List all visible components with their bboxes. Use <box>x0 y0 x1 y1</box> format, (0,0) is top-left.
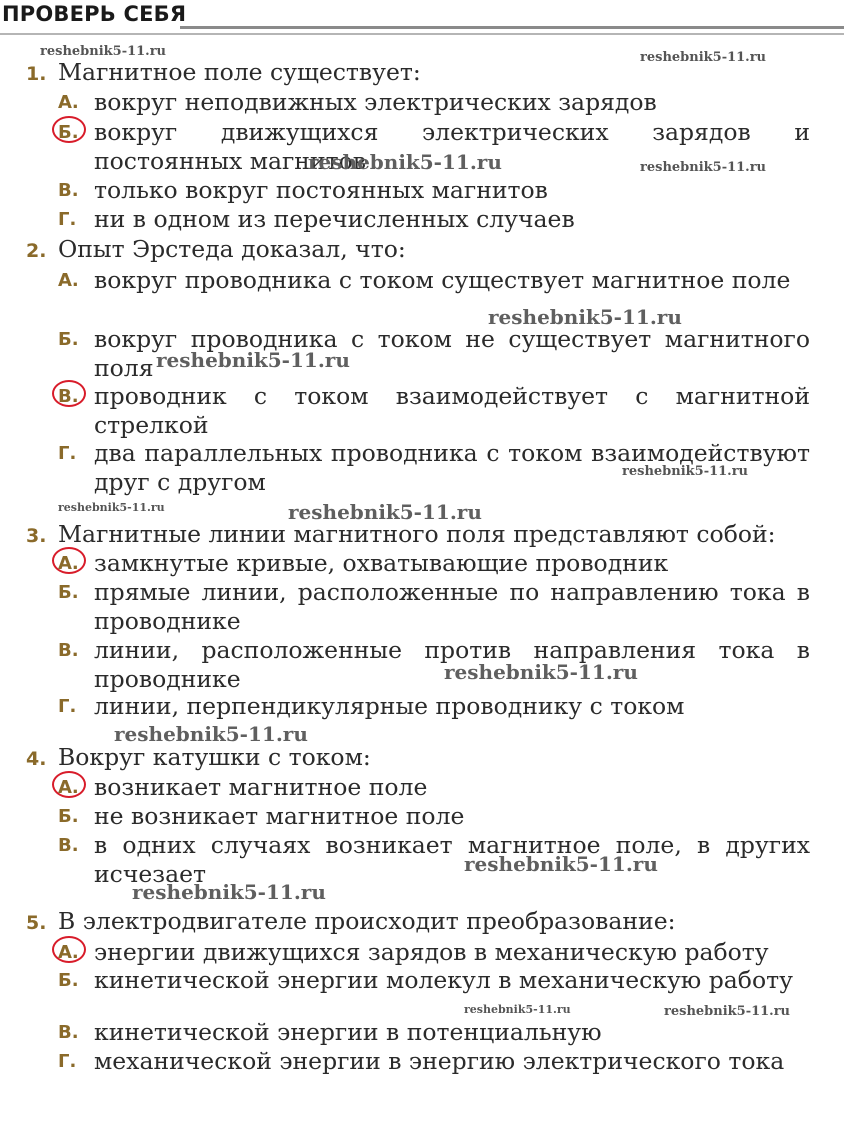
watermark: reshebnik5-11.ru <box>156 348 350 372</box>
option-text: вокруг неподвижных электрических зарядов <box>94 88 657 116</box>
option-text: ни в одном из перечисленных случаев <box>94 205 575 233</box>
option-2c <box>58 382 810 440</box>
question-2 <box>26 235 406 263</box>
question-number: 2. <box>26 240 47 262</box>
option-2a <box>58 266 810 295</box>
option-5b <box>58 966 810 995</box>
option-text: механической энергии в энергию электрического тока <box>94 1047 785 1075</box>
watermark: reshebnik5-11.ru <box>622 464 749 479</box>
question-number: 1. <box>26 63 47 85</box>
option-text: вокруг проводника с током не существует магнитного поля <box>94 325 810 382</box>
watermark: reshebnik5-11.ru <box>288 500 482 524</box>
option-1a <box>58 88 810 117</box>
option-label: Б. <box>58 329 79 350</box>
option-text: кинетической энергии в потенциальную <box>94 1018 602 1046</box>
option-3d <box>58 692 810 721</box>
watermark: reshebnik5-11.ru <box>664 1004 791 1019</box>
question-text: Магнитные линии магнитного поля представляют собой: <box>58 520 776 548</box>
option-label: Г. <box>58 1051 77 1072</box>
watermark: reshebnik5-11.ru <box>488 305 682 329</box>
option-4a <box>58 773 810 802</box>
option-1c <box>58 176 810 205</box>
option-label: Б. <box>58 970 79 991</box>
question-text: Магнитное поле существует: <box>58 58 421 86</box>
header-divider-bottom <box>0 33 844 35</box>
option-5c <box>58 1018 810 1047</box>
option-text: вокруг движущихся электрических зарядов и постоянных магнитов <box>94 118 810 175</box>
page-title: ПРОВЕРЬ СЕБЯ <box>2 2 187 26</box>
watermark: reshebnik5-11.ru <box>640 50 767 65</box>
watermark: reshebnik5-11.ru <box>58 501 165 514</box>
option-label: Г. <box>58 443 77 464</box>
option-text: линии, перпендикулярные проводнику с током <box>94 692 685 720</box>
watermark: reshebnik5-11.ru <box>40 44 167 59</box>
question-number: 5. <box>26 912 47 934</box>
option-label: А. <box>58 92 79 113</box>
option-text: кинетической энергии молекул в механическую работу <box>94 966 793 994</box>
option-label: Б. <box>58 122 79 143</box>
header-divider <box>180 26 844 29</box>
watermark: reshebnik5-11.ru <box>464 852 658 876</box>
question-3 <box>26 520 776 548</box>
option-label: В. <box>58 1022 79 1043</box>
question-1 <box>26 58 421 86</box>
question-number: 4. <box>26 748 47 770</box>
option-text: замкнутые кривые, охватывающие проводник <box>94 549 669 577</box>
option-4b <box>58 802 810 831</box>
option-text: только вокруг постоянных магнитов <box>94 176 548 204</box>
watermark: reshebnik5-11.ru <box>132 880 326 904</box>
watermark: reshebnik5-11.ru <box>444 660 638 684</box>
question-text: Вокруг катушки с током: <box>58 743 371 771</box>
option-text: проводник с током взаимодействует с магнитной стрелкой <box>94 382 810 439</box>
option-label: А. <box>58 777 79 798</box>
option-3a <box>58 549 810 578</box>
option-text: не возникает магнитное поле <box>94 802 465 830</box>
option-text: энергии движущихся зарядов в механическую работу <box>94 938 769 966</box>
option-label: Б. <box>58 582 79 603</box>
question-5 <box>26 907 676 935</box>
question-text: Опыт Эрстеда доказал, что: <box>58 235 406 263</box>
page-header <box>0 0 844 40</box>
option-text: два параллельных проводника с током взаимодействуют друг с другом <box>94 439 810 496</box>
watermark: reshebnik5-11.ru <box>114 722 308 746</box>
question-number: 3. <box>26 525 47 547</box>
option-text: вокруг проводника с током существует магнитное поле <box>94 266 791 294</box>
option-5d <box>58 1047 810 1076</box>
option-3c <box>58 636 810 694</box>
option-label: В. <box>58 640 79 661</box>
option-label: Б. <box>58 806 79 827</box>
option-text: прямые линии, расположенные по направлению тока в проводнике <box>94 578 810 635</box>
option-label: В. <box>58 835 79 856</box>
option-1d <box>58 205 810 234</box>
option-label: А. <box>58 942 79 963</box>
option-label: А. <box>58 270 79 291</box>
question-text: В электродвигателе происходит преобразование: <box>58 907 676 935</box>
watermark: reshebnik5-11.ru <box>464 1003 571 1016</box>
option-text: линии, расположенные против направления тока в проводнике <box>94 636 810 693</box>
option-5a <box>58 938 810 967</box>
option-label: Г. <box>58 209 77 230</box>
option-text: в одних случаях возникает магнитное поле, в других исчезает <box>94 831 810 888</box>
option-label: В. <box>58 386 79 407</box>
option-3b <box>58 578 810 636</box>
option-label: В. <box>58 180 79 201</box>
option-label: А. <box>58 553 79 574</box>
option-text: возникает магнитное поле <box>94 773 428 801</box>
watermark: reshebnik5-11.ru <box>308 150 502 174</box>
watermark: reshebnik5-11.ru <box>640 160 767 175</box>
question-4 <box>26 743 371 771</box>
option-label: Г. <box>58 696 77 717</box>
